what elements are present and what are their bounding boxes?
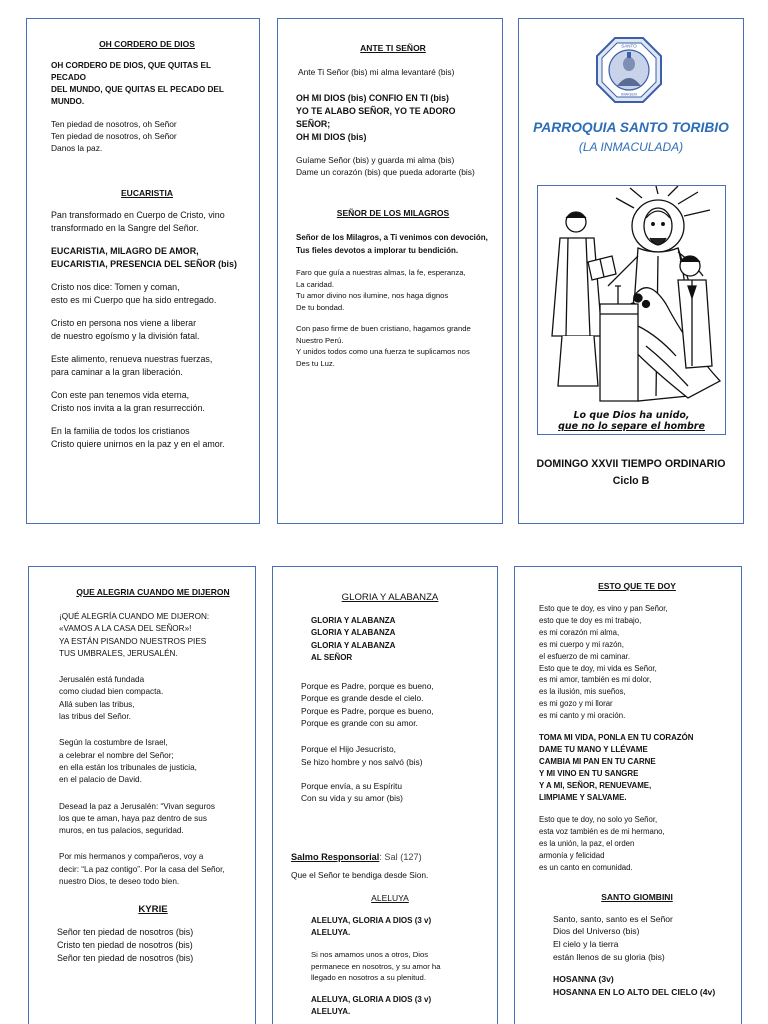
panel-cordero-eucaristia (26, 18, 260, 524)
salmo-label: Salmo Responsorial (291, 851, 380, 862)
kyrie-verse: Señor ten piedad de nosotros (bis) Cristo ten piedad de nosotros (bis) Señor ten piedad de nosotros (bis) (57, 927, 194, 964)
milagros-verse-2: Con paso firme de buen cristiano, hagamos grande Nuestro Perú. Y unidos todos como una fuerza te suplicamos nos Des tu Luz. (296, 324, 471, 368)
aleluya-verse: Si nos amamos unos a otros, Dios permanece en nosotros, y su amor ha llegado en nosotros a su plenitud. (311, 950, 441, 983)
song-title-gloria: GLORIA Y ALABANZA (341, 592, 439, 603)
eucaristia-verse-4: Este alimento, renueva nuestras fuerzas, para caminar a la gran liberación. (51, 354, 213, 377)
illustration-caption (538, 410, 725, 432)
ante-ti-verse-2: Guíame Señor (bis) y guarda mi alma (bis) Dame un corazón (bis) que pueda adorarte (bis) (296, 155, 475, 177)
seal-bottom-text: IMAGEN (621, 91, 637, 97)
eucaristia-verse-2: Cristo nos dice: Tomen y coman, esto es mi Cuerpo que ha sido entregado. (51, 282, 217, 305)
song-title-ante-ti: ANTE TI SEÑOR (360, 43, 426, 53)
liturgical-sunday: DOMINGO XXVII TIEMPO ORDINARIO (536, 458, 726, 470)
panel-alegria-kyrie (28, 566, 256, 1024)
santo-chorus: HOSANNA (3v) HOSANNA EN LO ALTO DEL CIELO (4v) (553, 974, 716, 998)
alegria-verse-5: Por mis hermanos y compañeros, voy a decir: “La paz contigo”. Por la casa del Señor, nuestro Dios, te deseo todo bien. (59, 852, 225, 887)
esto-verse-2: Esto que te doy, no solo yo Señor, esta voz también es de mi hermano, es la unión, la paz, el orden armonía y felicidad es un canto en comunidad. (539, 815, 665, 872)
santo-verse: Santo, santo, santo es el Señor Dios del Universo (bis) El cielo y la tierra están llenos de su gloria (bis) (553, 913, 673, 962)
liturgical-cycle: Ciclo B (612, 475, 650, 487)
caption-line-1: Lo que Dios ha unido, (573, 410, 690, 421)
christ-blessing-couple-drawing (538, 186, 726, 411)
panel-gloria-salmo-aleluya (272, 566, 498, 1024)
eucaristia-verse-5: Con este pan tenemos vida eterna, Cristo nos invita a la gran resurrección. (51, 390, 205, 413)
salmo-reference: : Sal (127) (379, 851, 422, 862)
alegria-verse-4: Desead la paz a Jerusalén: “Vivan seguros los que te aman, haya paz dentro de sus muros, en tus palacios, seguridad. (59, 801, 215, 836)
esto-chorus: TOMA MI VIDA, PONLA EN TU CORAZÓN DAME TU MANO Y LLÉVAME CAMBIA MI PAN EN TU CARNE Y MI VINO EN TU SANGRE Y A MI, SEÑOR, RENUEVAME, LIMPIAME Y SALVAME. (539, 733, 694, 803)
salmo-response: Que el Señor te bendiga desde Sion. (291, 869, 429, 880)
salmo-line (291, 839, 489, 863)
song-title-eucaristia: EUCARISTIA (121, 188, 173, 198)
gloria-verse-3: Porque envía, a su Espíritu Con su vida y su amor (bis) (301, 780, 403, 804)
gloria-verse-1: Porque es Padre, porque es bueno, Porque es grande desde el cielo. Porque es Padre, porque es bueno, Porque es grande con su amor. (301, 681, 434, 729)
aleluya-chorus: ALELUYA, GLORIA A DIOS (3 v) ALELUYA. (311, 915, 432, 937)
parish-subtitle: (LA INMACULADA) (578, 140, 684, 154)
alegria-verse-1: ¡QUÉ ALEGRÍA CUANDO ME DIJERON: «VAMOS A LA CASA DEL SEÑOR»! YA ESTÁN PISANDO NUESTROS PIES TUS UMBRALES, JERUSALÉN. (59, 612, 210, 658)
parish-name: PARROQUIA SANTO TORIBIO (533, 120, 729, 135)
aleluya-chorus-repeat: ALELUYA, GLORIA A DIOS (3 v) ALELUYA. (311, 994, 432, 1016)
song-title-cordero: OH CORDERO DE DIOS (99, 39, 195, 49)
milagros-verse-1: Faro que guía a nuestras almas, la fe, esperanza, La caridad. Tu amor divino nos ilumine, nos haga dignos De tu bondad. (296, 268, 466, 312)
seal-top-text: SANTO (621, 43, 637, 49)
panel-esto-santo (514, 566, 742, 1024)
ante-ti-verse-1: Ante Ti Señor (bis) mi alma levantaré (bis) (298, 67, 455, 77)
eucaristia-verse-1: Pan transformado en Cuerpo de Cristo, vino transformado en la Sangre del Señor. (51, 210, 225, 233)
song-title-milagros: SEÑOR DE LOS MILAGROS (336, 208, 450, 218)
eucaristia-chorus: EUCARISTIA, MILAGRO DE AMOR, EUCARISTIA, PRESENCIA DEL SEÑOR (bis) (51, 246, 237, 269)
song-title-kyrie: KYRIE (138, 904, 168, 916)
milagros-chorus: Señor de los Milagros, a Ti venimos con devoción, Tus fieles devotos a implorar tu bendición. (296, 233, 488, 255)
gloria-chorus: GLORIA Y ALABANZA GLORIA Y ALABANZA GLORIA Y ALABANZA AL SEÑOR (311, 616, 396, 662)
panel-cover (518, 18, 744, 524)
caption-line-2: que no lo separe el hombre (558, 421, 705, 432)
song-title-santo: SANTO GIOMBINI (601, 891, 673, 902)
eucaristia-verse-3: Cristo en persona nos viene a liberar de nuestro egoísmo y la división fatal. (51, 318, 200, 341)
esto-verse-1: Esto que te doy, es vino y pan Señor, esto que te doy es mi trabajo, es mi corazón mi alma, es mi cuerpo y mi razón, el esfuerzo de mi caminar. Esto que te doy, mi vida es Señor, es mi amor, también es mi dolor, es la ilusión, mis sueños, es mi gozo y mi llorar es mi canto y mi oración. (539, 604, 668, 721)
cordero-verse: Ten piedad de nosotros, oh Señor Ten piedad de nosotros, oh Señor Danos la paz. (51, 119, 177, 153)
alegria-verse-3: Según la costumbre de Israel, a celebrar el nombre del Señor; en ella están los tribunales de justicia, en el palacio de David. (59, 738, 197, 785)
song-title-alegria: QUE ALEGRIA CUANDO ME DIJERON (76, 587, 230, 597)
ante-ti-chorus: OH MI DIOS (bis) CONFIO EN TI (bis) YO TE ALABO SEÑOR, YO TE ADORO SEÑOR; OH MI DIOS (bis) (296, 93, 456, 142)
song-title-aleluya: ALELUYA (371, 892, 409, 903)
panel-ante-ti-milagros (277, 18, 503, 524)
cordero-chorus: OH CORDERO DE DIOS, QUE QUITAS EL PECADO DEL MUNDO, QUE QUITAS EL PECADO DEL MUNDO. (51, 61, 224, 106)
wedding-illustration (537, 185, 726, 435)
alegria-verse-2: Jerusalén está fundada como ciudad bien compacta. Allá suben las tribus, las tribus del Señor. (59, 675, 164, 722)
eucaristia-verse-6: En la familia de todos los cristianos Cristo quiere unirnos en la paz y en el amor. (51, 426, 225, 449)
gloria-verse-2: Porque el Hijo Jesucristo, Se hizo hombre y nos salvó (bis) (301, 744, 423, 767)
song-title-esto: ESTO QUE TE DOY (598, 581, 676, 591)
parish-seal-icon (595, 36, 663, 104)
